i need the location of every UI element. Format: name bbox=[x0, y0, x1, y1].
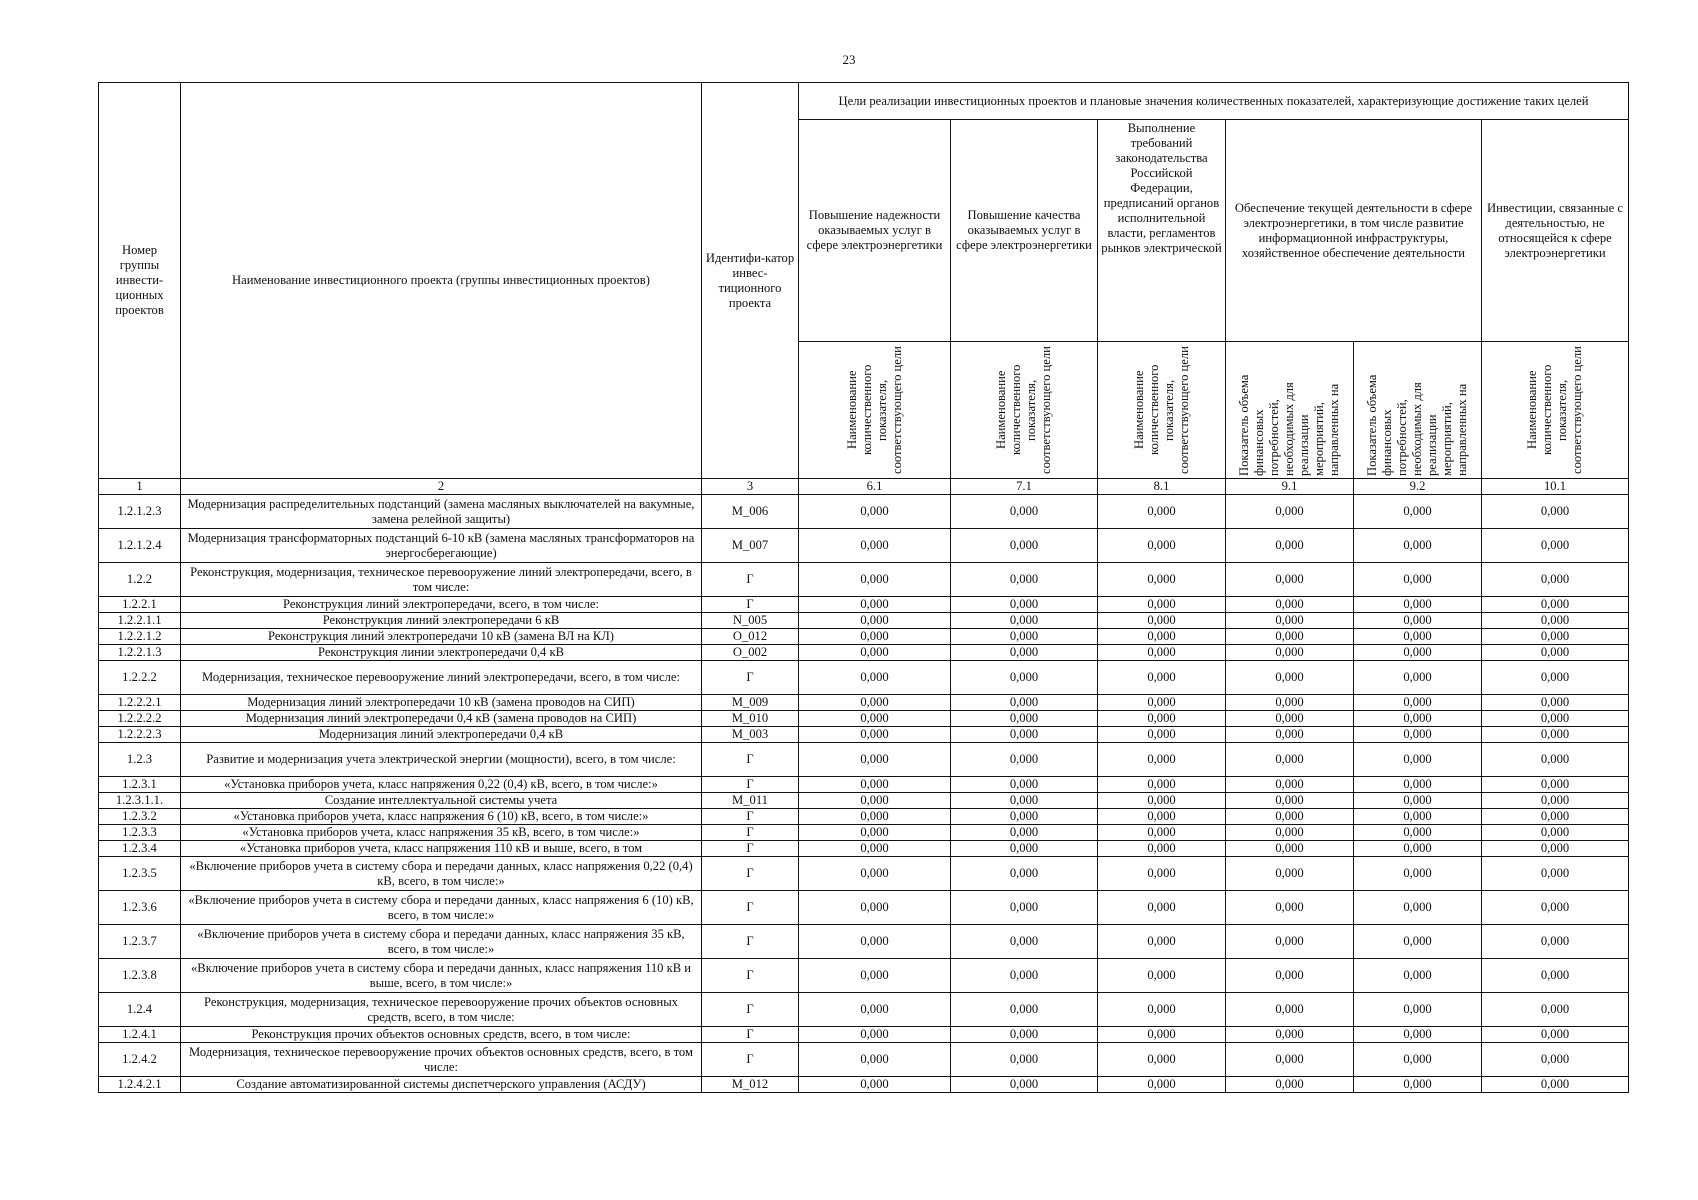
indicator-value: 0,000 bbox=[1098, 841, 1226, 857]
indicator-value: 0,000 bbox=[799, 727, 951, 743]
indicator-value: 0,000 bbox=[1482, 925, 1629, 959]
indicator-value: 0,000 bbox=[951, 857, 1098, 891]
project-name: Модернизация линий электропередачи 10 кВ (замена проводов на СИП) bbox=[181, 695, 702, 711]
indicator-value: 0,000 bbox=[1098, 1043, 1226, 1077]
indicator-value: 0,000 bbox=[951, 711, 1098, 727]
project-name: Создание автоматизированной системы диспетчерского управления (АСДУ) bbox=[181, 1077, 702, 1093]
row-number: 1.2.2.1.3 bbox=[99, 645, 181, 661]
project-name: «Установка приборов учета, класс напряжения 6 (10) кВ, всего, в том числе:» bbox=[181, 809, 702, 825]
indicator-value: 0,000 bbox=[1098, 925, 1226, 959]
indicator-value: 0,000 bbox=[951, 925, 1098, 959]
indicator-value: 0,000 bbox=[1226, 743, 1354, 777]
indicator-value: 0,000 bbox=[1098, 661, 1226, 695]
table-row bbox=[99, 613, 1629, 629]
indicator-value: 0,000 bbox=[1226, 825, 1354, 841]
indicator-value: 0,000 bbox=[799, 925, 951, 959]
project-name: Создание интеллектуальной системы учета bbox=[181, 793, 702, 809]
indicator-value: 0,000 bbox=[1098, 711, 1226, 727]
indicator-value: 0,000 bbox=[951, 1027, 1098, 1043]
indicator-value: 0,000 bbox=[1482, 563, 1629, 597]
column-number: 1 bbox=[99, 479, 181, 495]
indicator-value: 0,000 bbox=[1098, 993, 1226, 1027]
column-number: 2 bbox=[181, 479, 702, 495]
row-number: 1.2.4.1 bbox=[99, 1027, 181, 1043]
indicator-value: 0,000 bbox=[1354, 809, 1482, 825]
table-row bbox=[99, 857, 1629, 891]
header-goal-current-activity: Обеспечение текущей деятельности в сфере электроэнергетики, в том числе развитие информационной инфраструктуры, хозяйственное обеспечение деятельности bbox=[1226, 120, 1482, 342]
indicator-value: 0,000 bbox=[1482, 661, 1629, 695]
indicator-value: 0,000 bbox=[1098, 959, 1226, 993]
indicator-value: 0,000 bbox=[951, 563, 1098, 597]
indicator-value: 0,000 bbox=[1098, 777, 1226, 793]
indicator-value: 0,000 bbox=[1098, 891, 1226, 925]
indicator-value: 0,000 bbox=[951, 841, 1098, 857]
indicator-value: 0,000 bbox=[1482, 645, 1629, 661]
indicator-value: 0,000 bbox=[951, 1043, 1098, 1077]
indicator-value: 0,000 bbox=[1354, 1077, 1482, 1093]
indicator-value: 0,000 bbox=[799, 1027, 951, 1043]
indicator-value: 0,000 bbox=[1482, 695, 1629, 711]
project-id: Г bbox=[702, 743, 799, 777]
project-id: Г bbox=[702, 1027, 799, 1043]
table-row bbox=[99, 661, 1629, 695]
table-row bbox=[99, 529, 1629, 563]
row-number: 1.2.3.1.1. bbox=[99, 793, 181, 809]
indicator-value: 0,000 bbox=[1226, 629, 1354, 645]
header-indicator-9-2: Показатель объема финансовых потребностей, необходимых для реализации мероприятий, направленных на bbox=[1354, 342, 1482, 479]
indicator-value: 0,000 bbox=[799, 629, 951, 645]
project-id: N_005 bbox=[702, 613, 799, 629]
project-id: M_012 bbox=[702, 1077, 799, 1093]
project-id: Г bbox=[702, 809, 799, 825]
header-goals-title: Цели реализации инвестиционных проектов и плановые значения количественных показателей, характеризующие достижение таких целей bbox=[799, 83, 1629, 120]
table-row bbox=[99, 891, 1629, 925]
project-id: O_012 bbox=[702, 629, 799, 645]
indicator-value: 0,000 bbox=[1226, 1027, 1354, 1043]
indicator-value: 0,000 bbox=[1482, 629, 1629, 645]
table-row bbox=[99, 793, 1629, 809]
project-id: Г bbox=[702, 959, 799, 993]
indicator-value: 0,000 bbox=[1482, 959, 1629, 993]
project-id: M_003 bbox=[702, 727, 799, 743]
header-goal-reliability: Повышение надежности оказываемых услуг в сфере электроэнергетики bbox=[799, 120, 951, 342]
table-row bbox=[99, 809, 1629, 825]
indicator-value: 0,000 bbox=[1354, 629, 1482, 645]
indicator-value: 0,000 bbox=[1354, 727, 1482, 743]
header-goal-quality: Повышение качества оказываемых услуг в сфере электроэнергетики bbox=[951, 120, 1098, 342]
row-number: 1.2.2.1 bbox=[99, 597, 181, 613]
project-name: Модернизация, техническое перевооружение прочих объектов основных средств, всего, в том числе: bbox=[181, 1043, 702, 1077]
table-row bbox=[99, 743, 1629, 777]
indicator-value: 0,000 bbox=[1482, 743, 1629, 777]
indicator-value: 0,000 bbox=[951, 495, 1098, 529]
project-name: Реконструкция, модернизация, техническое перевооружение линий электропередачи, всего, в том числе: bbox=[181, 563, 702, 597]
indicator-value: 0,000 bbox=[1226, 711, 1354, 727]
indicator-value: 0,000 bbox=[799, 613, 951, 629]
header-project-name: Наименование инвестиционного проекта (группы инвестиционных проектов) bbox=[181, 83, 702, 479]
project-id: O_002 bbox=[702, 645, 799, 661]
project-name: «Установка приборов учета, класс напряжения 35 кВ, всего, в том числе:» bbox=[181, 825, 702, 841]
page-number: 23 bbox=[842, 52, 856, 67]
indicator-value: 0,000 bbox=[1482, 495, 1629, 529]
indicator-value: 0,000 bbox=[951, 959, 1098, 993]
indicator-value: 0,000 bbox=[799, 777, 951, 793]
indicator-value: 0,000 bbox=[951, 809, 1098, 825]
project-name: Развитие и модернизация учета электрической энергии (мощности), всего, в том числе: bbox=[181, 743, 702, 777]
project-name: Реконструкция линий электропередачи, всего, в том числе: bbox=[181, 597, 702, 613]
indicator-value: 0,000 bbox=[1482, 857, 1629, 891]
column-number-row bbox=[99, 479, 1629, 495]
indicator-value: 0,000 bbox=[1482, 891, 1629, 925]
indicator-value: 0,000 bbox=[799, 495, 951, 529]
indicator-value: 0,000 bbox=[1226, 613, 1354, 629]
indicator-value: 0,000 bbox=[1482, 597, 1629, 613]
indicator-value: 0,000 bbox=[1354, 711, 1482, 727]
indicator-value: 0,000 bbox=[951, 1077, 1098, 1093]
header-indicator-8-1: Наименование количественного показателя, соответствующего цели bbox=[1098, 342, 1226, 479]
project-id: Г bbox=[702, 993, 799, 1027]
table-row bbox=[99, 727, 1629, 743]
row-number: 1.2.2 bbox=[99, 563, 181, 597]
header-goal-legislation: Выполнение требований законодательства Российской Федерации, предписаний органов исполнительной власти, регламентов рынков электрической bbox=[1098, 120, 1226, 342]
indicator-value: 0,000 bbox=[799, 841, 951, 857]
project-id: Г bbox=[702, 825, 799, 841]
table-row bbox=[99, 925, 1629, 959]
indicator-value: 0,000 bbox=[799, 809, 951, 825]
indicator-value: 0,000 bbox=[1098, 629, 1226, 645]
indicator-value: 0,000 bbox=[1482, 993, 1629, 1027]
indicator-value: 0,000 bbox=[1354, 857, 1482, 891]
project-id: M_006 bbox=[702, 495, 799, 529]
indicator-value: 0,000 bbox=[1098, 809, 1226, 825]
indicator-value: 0,000 bbox=[1482, 841, 1629, 857]
table-row bbox=[99, 993, 1629, 1027]
indicator-value: 0,000 bbox=[1226, 1043, 1354, 1077]
project-name: Модернизация распределительных подстанций (замена масляных выключателей на вакумные, замена релейной защиты) bbox=[181, 495, 702, 529]
indicator-value: 0,000 bbox=[1482, 809, 1629, 825]
row-number: 1.2.2.1.1 bbox=[99, 613, 181, 629]
project-name: Реконструкция, модернизация, техническое перевооружение прочих объектов основных средств, всего, в том числе: bbox=[181, 993, 702, 1027]
indicator-value: 0,000 bbox=[799, 597, 951, 613]
indicator-value: 0,000 bbox=[799, 563, 951, 597]
project-name: «Включение приборов учета в систему сбора и передачи данных, класс напряжения 6 (10) кВ, всего, в том числе:» bbox=[181, 891, 702, 925]
indicator-value: 0,000 bbox=[799, 793, 951, 809]
table-row bbox=[99, 711, 1629, 727]
project-id: Г bbox=[702, 1043, 799, 1077]
indicator-value: 0,000 bbox=[1226, 1077, 1354, 1093]
indicator-value: 0,000 bbox=[1354, 1027, 1482, 1043]
indicator-value: 0,000 bbox=[1226, 777, 1354, 793]
row-number: 1.2.3.5 bbox=[99, 857, 181, 891]
project-name: Модернизация, техническое перевооружение линий электропередачи, всего, в том числе: bbox=[181, 661, 702, 695]
table-row bbox=[99, 629, 1629, 645]
indicator-value: 0,000 bbox=[1354, 925, 1482, 959]
project-name: Реконструкция линии электропередачи 0,4 кВ bbox=[181, 645, 702, 661]
indicator-value: 0,000 bbox=[951, 629, 1098, 645]
indicator-value: 0,000 bbox=[1226, 695, 1354, 711]
indicator-value: 0,000 bbox=[1354, 1043, 1482, 1077]
indicator-value: 0,000 bbox=[799, 825, 951, 841]
indicator-value: 0,000 bbox=[799, 645, 951, 661]
indicator-value: 0,000 bbox=[1354, 777, 1482, 793]
indicator-value: 0,000 bbox=[1226, 993, 1354, 1027]
row-number: 1.2.1.2.3 bbox=[99, 495, 181, 529]
indicator-value: 0,000 bbox=[1482, 727, 1629, 743]
indicator-value: 0,000 bbox=[1226, 495, 1354, 529]
header-group-number: Номер группы инвести-ционных проектов bbox=[99, 83, 181, 479]
project-id: M_009 bbox=[702, 695, 799, 711]
indicator-value: 0,000 bbox=[1354, 959, 1482, 993]
indicator-value: 0,000 bbox=[799, 743, 951, 777]
indicator-value: 0,000 bbox=[1098, 857, 1226, 891]
indicator-value: 0,000 bbox=[1482, 793, 1629, 809]
indicator-value: 0,000 bbox=[1226, 891, 1354, 925]
indicator-value: 0,000 bbox=[951, 825, 1098, 841]
indicator-value: 0,000 bbox=[951, 613, 1098, 629]
row-number: 1.2.3.7 bbox=[99, 925, 181, 959]
indicator-value: 0,000 bbox=[951, 597, 1098, 613]
project-name: Реконструкция линий электропередачи 10 кВ (замена ВЛ на КЛ) bbox=[181, 629, 702, 645]
indicator-value: 0,000 bbox=[1098, 529, 1226, 563]
indicator-value: 0,000 bbox=[1226, 857, 1354, 891]
indicator-value: 0,000 bbox=[1482, 613, 1629, 629]
indicator-value: 0,000 bbox=[1098, 793, 1226, 809]
project-id: M_007 bbox=[702, 529, 799, 563]
header-indicator-6-1: Наименование количественного показателя, соответствующего цели bbox=[799, 342, 951, 479]
indicator-value: 0,000 bbox=[1226, 645, 1354, 661]
indicator-value: 0,000 bbox=[799, 993, 951, 1027]
project-name: Модернизация трансформаторных подстанций 6-10 кВ (замена масляных трансформаторов на энергосберегающие) bbox=[181, 529, 702, 563]
indicator-value: 0,000 bbox=[951, 695, 1098, 711]
project-id: Г bbox=[702, 777, 799, 793]
indicator-value: 0,000 bbox=[1226, 959, 1354, 993]
row-number: 1.2.3.8 bbox=[99, 959, 181, 993]
indicator-value: 0,000 bbox=[1354, 841, 1482, 857]
header-project-id: Идентифи-катор инвес-тиционного проекта bbox=[702, 83, 799, 479]
table-row bbox=[99, 841, 1629, 857]
project-id: M_011 bbox=[702, 793, 799, 809]
header-goal-other-investments: Инвестиции, связанные с деятельностью, не относящейся к сфере электроэнергетики bbox=[1482, 120, 1629, 342]
indicator-value: 0,000 bbox=[1482, 1043, 1629, 1077]
table-row bbox=[99, 597, 1629, 613]
indicator-value: 0,000 bbox=[1226, 809, 1354, 825]
indicator-value: 0,000 bbox=[1354, 597, 1482, 613]
indicator-value: 0,000 bbox=[1482, 1027, 1629, 1043]
indicator-value: 0,000 bbox=[1226, 563, 1354, 597]
project-name: Реконструкция прочих объектов основных средств, всего, в том числе: bbox=[181, 1027, 702, 1043]
project-name: «Установка приборов учета, класс напряжения 0,22 (0,4) кВ, всего, в том числе:» bbox=[181, 777, 702, 793]
project-id: Г bbox=[702, 597, 799, 613]
indicator-value: 0,000 bbox=[1098, 695, 1226, 711]
header-indicator-10-1: Наименование количественного показателя, соответствующего цели bbox=[1482, 342, 1629, 479]
table-row bbox=[99, 1027, 1629, 1043]
indicator-value: 0,000 bbox=[1226, 597, 1354, 613]
investment-goals-table bbox=[98, 82, 1629, 1093]
row-number: 1.2.3 bbox=[99, 743, 181, 777]
row-number: 1.2.3.1 bbox=[99, 777, 181, 793]
indicator-value: 0,000 bbox=[951, 661, 1098, 695]
indicator-value: 0,000 bbox=[1354, 695, 1482, 711]
column-number: 8.1 bbox=[1098, 479, 1226, 495]
row-number: 1.2.2.2.2 bbox=[99, 711, 181, 727]
table-row bbox=[99, 959, 1629, 993]
project-id: Г bbox=[702, 857, 799, 891]
table-row bbox=[99, 777, 1629, 793]
indicator-value: 0,000 bbox=[1098, 727, 1226, 743]
indicator-value: 0,000 bbox=[951, 743, 1098, 777]
table-row bbox=[99, 1077, 1629, 1093]
indicator-value: 0,000 bbox=[1354, 645, 1482, 661]
indicator-value: 0,000 bbox=[1098, 743, 1226, 777]
row-number: 1.2.4.2 bbox=[99, 1043, 181, 1077]
indicator-value: 0,000 bbox=[1354, 993, 1482, 1027]
row-number: 1.2.4.2.1 bbox=[99, 1077, 181, 1093]
indicator-value: 0,000 bbox=[1098, 1027, 1226, 1043]
column-number: 9.1 bbox=[1226, 479, 1354, 495]
project-id: Г bbox=[702, 925, 799, 959]
project-id: Г bbox=[702, 891, 799, 925]
indicator-value: 0,000 bbox=[1354, 613, 1482, 629]
table-row bbox=[99, 1043, 1629, 1077]
project-name: Модернизация линий электропередачи 0,4 кВ (замена проводов на СИП) bbox=[181, 711, 702, 727]
indicator-value: 0,000 bbox=[1098, 613, 1226, 629]
project-name: Реконструкция линий электропередачи 6 кВ bbox=[181, 613, 702, 629]
indicator-value: 0,000 bbox=[1354, 825, 1482, 841]
project-id: Г bbox=[702, 563, 799, 597]
indicator-value: 0,000 bbox=[1226, 925, 1354, 959]
indicator-value: 0,000 bbox=[1098, 645, 1226, 661]
indicator-value: 0,000 bbox=[1354, 743, 1482, 777]
indicator-value: 0,000 bbox=[799, 529, 951, 563]
header-indicator-7-1: Наименование количественного показателя, соответствующего цели bbox=[951, 342, 1098, 479]
indicator-value: 0,000 bbox=[1354, 891, 1482, 925]
row-number: 1.2.4 bbox=[99, 993, 181, 1027]
indicator-value: 0,000 bbox=[951, 891, 1098, 925]
indicator-value: 0,000 bbox=[1482, 1077, 1629, 1093]
indicator-value: 0,000 bbox=[951, 793, 1098, 809]
project-name: «Включение приборов учета в систему сбора и передачи данных, класс напряжения 0,22 (0,4) кВ, всего, в том числе:» bbox=[181, 857, 702, 891]
row-number: 1.2.3.2 bbox=[99, 809, 181, 825]
project-id: M_010 bbox=[702, 711, 799, 727]
indicator-value: 0,000 bbox=[951, 993, 1098, 1027]
indicator-value: 0,000 bbox=[1098, 563, 1226, 597]
indicator-value: 0,000 bbox=[1482, 825, 1629, 841]
indicator-value: 0,000 bbox=[951, 777, 1098, 793]
indicator-value: 0,000 bbox=[951, 529, 1098, 563]
row-number: 1.2.1.2.4 bbox=[99, 529, 181, 563]
project-name: «Включение приборов учета в систему сбора и передачи данных, класс напряжения 110 кВ и выше, всего, в том числе:» bbox=[181, 959, 702, 993]
indicator-value: 0,000 bbox=[799, 959, 951, 993]
indicator-value: 0,000 bbox=[1354, 495, 1482, 529]
project-name: Модернизация линий электропередачи 0,4 кВ bbox=[181, 727, 702, 743]
indicator-value: 0,000 bbox=[799, 661, 951, 695]
row-number: 1.2.3.4 bbox=[99, 841, 181, 857]
indicator-value: 0,000 bbox=[1226, 841, 1354, 857]
indicator-value: 0,000 bbox=[1482, 711, 1629, 727]
indicator-value: 0,000 bbox=[799, 1043, 951, 1077]
indicator-value: 0,000 bbox=[799, 1077, 951, 1093]
column-number: 6.1 bbox=[799, 479, 951, 495]
indicator-value: 0,000 bbox=[951, 645, 1098, 661]
indicator-value: 0,000 bbox=[1098, 1077, 1226, 1093]
table-row bbox=[99, 645, 1629, 661]
indicator-value: 0,000 bbox=[1098, 597, 1226, 613]
indicator-value: 0,000 bbox=[1354, 529, 1482, 563]
indicator-value: 0,000 bbox=[1226, 661, 1354, 695]
indicator-value: 0,000 bbox=[1098, 825, 1226, 841]
row-number: 1.2.2.2 bbox=[99, 661, 181, 695]
row-number: 1.2.2.2.3 bbox=[99, 727, 181, 743]
table-row bbox=[99, 495, 1629, 529]
indicator-value: 0,000 bbox=[951, 727, 1098, 743]
indicator-value: 0,000 bbox=[1354, 661, 1482, 695]
indicator-value: 0,000 bbox=[1354, 793, 1482, 809]
indicator-value: 0,000 bbox=[1226, 793, 1354, 809]
indicator-value: 0,000 bbox=[799, 695, 951, 711]
project-name: «Установка приборов учета, класс напряжения 110 кВ и выше, всего, в том bbox=[181, 841, 702, 857]
column-number: 9.2 bbox=[1354, 479, 1482, 495]
row-number: 1.2.2.2.1 bbox=[99, 695, 181, 711]
indicator-value: 0,000 bbox=[1226, 727, 1354, 743]
indicator-value: 0,000 bbox=[1098, 495, 1226, 529]
header-indicator-9-1: Показатель объема финансовых потребностей, необходимых для реализации мероприятий, направленных на bbox=[1226, 342, 1354, 479]
project-name: «Включение приборов учета в систему сбора и передачи данных, класс напряжения 35 кВ, всего, в том числе:» bbox=[181, 925, 702, 959]
indicator-value: 0,000 bbox=[1482, 529, 1629, 563]
table-row bbox=[99, 825, 1629, 841]
indicator-value: 0,000 bbox=[1354, 563, 1482, 597]
table-row bbox=[99, 695, 1629, 711]
indicator-value: 0,000 bbox=[1482, 777, 1629, 793]
table-row bbox=[99, 563, 1629, 597]
column-number: 7.1 bbox=[951, 479, 1098, 495]
column-number: 3 bbox=[702, 479, 799, 495]
indicator-value: 0,000 bbox=[799, 857, 951, 891]
indicator-value: 0,000 bbox=[799, 891, 951, 925]
project-id: Г bbox=[702, 661, 799, 695]
row-number: 1.2.3.6 bbox=[99, 891, 181, 925]
project-id: Г bbox=[702, 841, 799, 857]
indicator-value: 0,000 bbox=[799, 711, 951, 727]
column-number: 10.1 bbox=[1482, 479, 1629, 495]
row-number: 1.2.2.1.2 bbox=[99, 629, 181, 645]
indicator-value: 0,000 bbox=[1226, 529, 1354, 563]
row-number: 1.2.3.3 bbox=[99, 825, 181, 841]
